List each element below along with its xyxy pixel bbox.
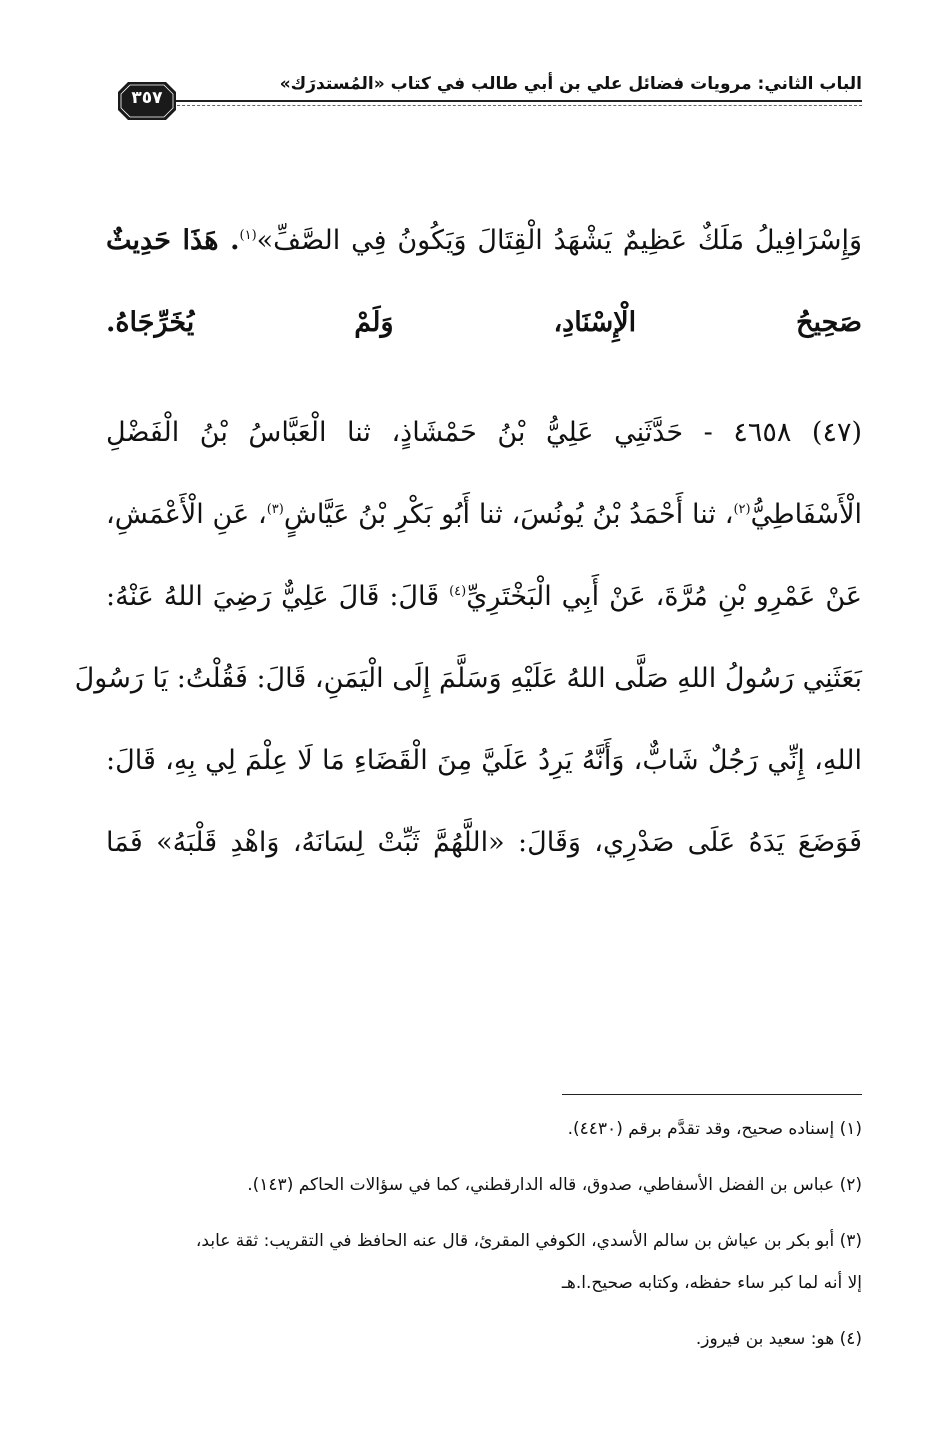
text-line: عَنْ عَمْرِو بْنِ مُرَّةَ، عَنْ أَبِي الْبَخْتَرِيِّ$^{(٤)}$ قَالَ: قَالَ عَلِيٌّ رَضِيَ اللهُ عَنْهُ: — [106, 581, 862, 612]
running-title: الباب الثاني: مرويات فضائل علي بن أبي طالب في كتاب «المُستدرَك» — [279, 74, 862, 94]
footnote: (٣) أبو بكر بن عياش بن سالم الأسدي، الكوفي المقرئ، قال عنه الحافظ في التقريب: ثقة عابد، — [195, 1231, 862, 1251]
footnote-ref[interactable]: (٤) — [449, 584, 467, 599]
footnote: (٢) عباس بن الفضل الأسفاطي، صدوق، قاله الدارقطني، كما في سؤالات الحاكم (١٤٣). — [247, 1175, 862, 1195]
text-line: وَإِسْرَافِيلُ مَلَكٌ عَظِيمٌ يَشْهَدُ الْقِتَالَ وَيَكُونُ فِي الصَّفِّ»$^{(١)}$. هَذَا حَدِيثٌ — [106, 225, 862, 256]
footnote-ref[interactable]: (١) — [239, 228, 257, 243]
text-line: فَوَضَعَ يَدَهُ عَلَى صَدْرِي، وَقَالَ: «اللَّهُمَّ ثَبِّتْ لِسَانَهُ، وَاهْدِ قَلْبَهُ» فَمَا — [106, 827, 862, 858]
page-number-badge — [118, 82, 176, 120]
text-line: بَعَثَنِي رَسُولُ اللهِ صَلَّى اللهُ عَلَيْهِ وَسَلَّمَ إِلَى الْيَمَنِ، قَالَ: فَقُلْتُ: يَا رَسُولَ — [74, 663, 862, 694]
text-line: صَحِيحُ الْإِسْنَادِ، وَلَمْ يُخَرِّجَاهُ. — [106, 307, 862, 338]
footnotes — [106, 1108, 862, 1360]
header-rule — [162, 100, 862, 102]
text-line: اللهِ، إِنِّي رَجُلٌ شَابٌّ، وَأَنَّهُ يَرِدُ عَلَيَّ مِنَ الْقَضَاءِ مَا لَا عِلْمَ لِي بِهِ، قَالَ: — [106, 745, 862, 776]
running-header — [118, 68, 862, 128]
page-number: ٣٥٧ — [131, 88, 163, 108]
hadith-number-line: (٤٧) ٤٦٥٨ - حَدَّثَنِي عَلِيُّ بْنُ حَمْشَاذٍ، ثنا الْعَبَّاسُ بْنُ الْفَضْلِ — [106, 417, 862, 448]
footnote-continuation: إلا أنه لما كبر ساء حفظه، وكتابه صحيح.ا.هـ — [561, 1273, 862, 1293]
header-dashed-rule — [162, 105, 862, 106]
footnote-ref[interactable]: (٢) — [733, 502, 751, 517]
text-line: الْأَسْفَاطِيُّ$^{(٢)}$، ثنا أَحْمَدُ بْنُ يُونُسَ، ثنا أَبُو بَكْرِ بْنُ عَيَّاشٍ$^{(٣)}$، عَنِ الْأَعْمَشِ، — [106, 499, 862, 530]
footnote: (١) إسناده صحيح، وقد تقدَّم برقم (٤٤٣٠). — [567, 1119, 862, 1139]
footnote: (٤) هو: سعيد بن فيروز. — [695, 1329, 862, 1349]
footnote-separator — [562, 1094, 862, 1095]
footnote-ref[interactable]: (٣) — [266, 502, 284, 517]
main-text — [74, 200, 862, 884]
